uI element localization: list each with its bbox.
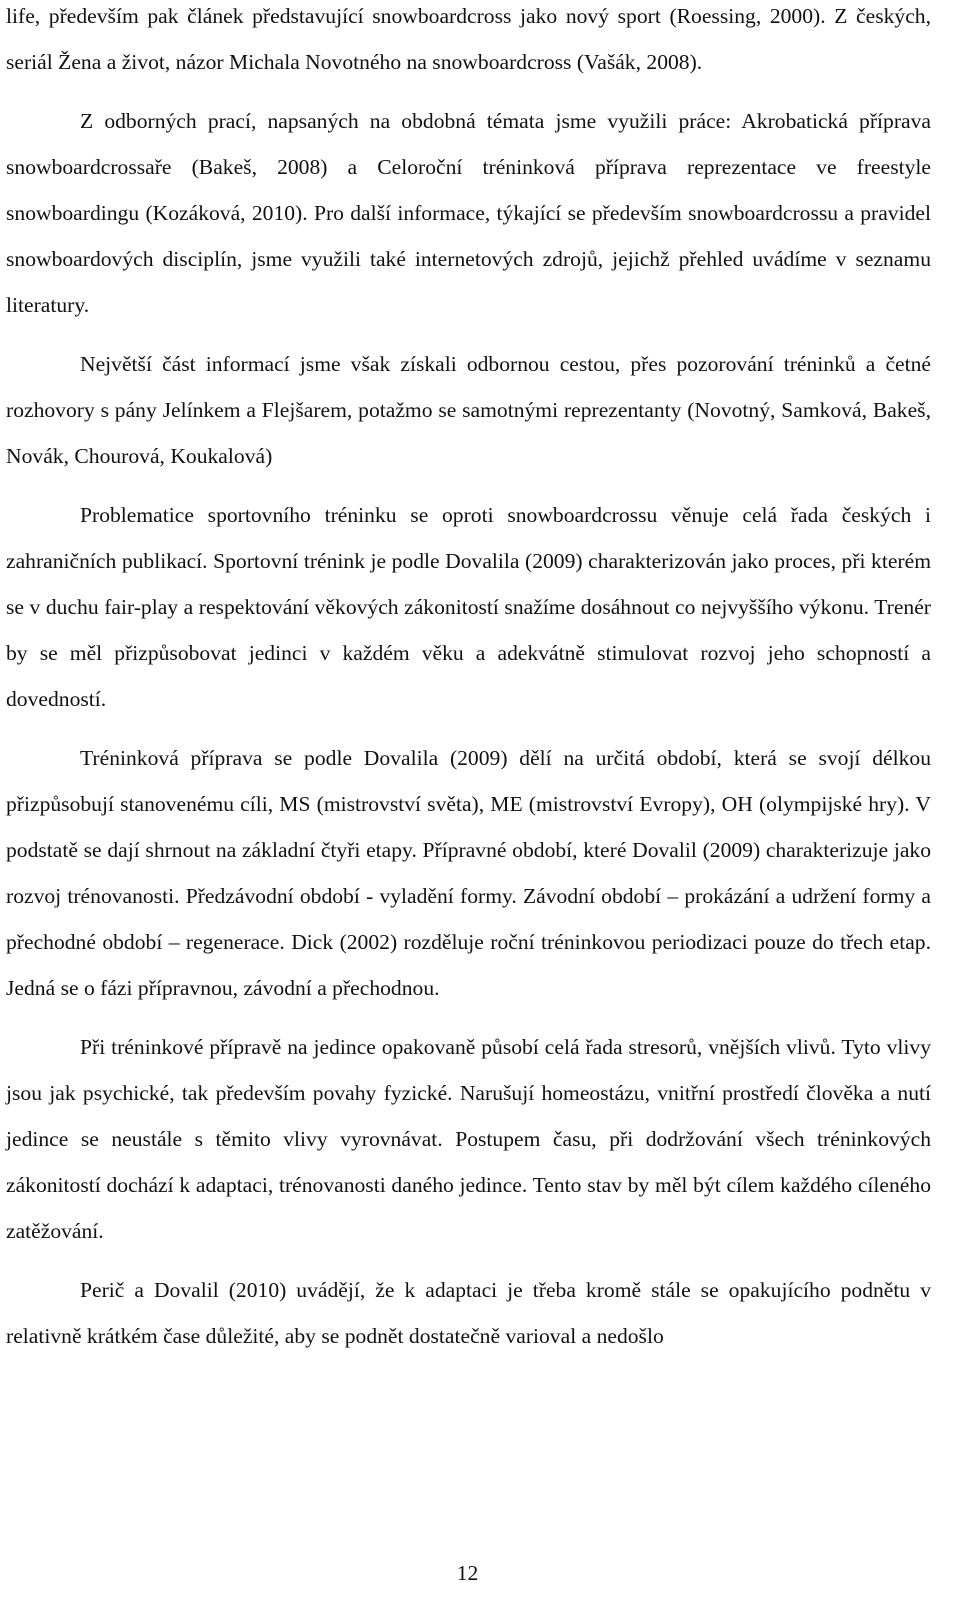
paragraph-adaptation: Perič a Dovalil (2010) uvádějí, že k adaptaci je třeba kromě stále se opakujícího podnětu v relativně krátkém čase důležité, aby se podnět dostatečně varioval a nedošlo — [6, 1278, 931, 1348]
paragraph-training-literature: Problematice sportovního tréninku se oproti snowboardcrossu věnuje celá řada českých i zahraničních publikací. Sportovní trénink je podle Dovalila (2009) charakterizován jako proces, při kterém se v duchu fair-play a respektování věkových zákonitostí snažíme dosáhnout co nejvyššího výkonu. Trenér by se měl přizpůsobovat jedinci v každém věku a adekvátně stimulovat rozvoj jeho schopností a dovedností. — [6, 503, 931, 711]
document-page — [6, 0, 931, 1372]
page-number: 12 — [456, 1561, 479, 1585]
paragraph-training-periods: Tréninková příprava se podle Dovalila (2009) dělí na určitá období, která se svojí délkou přizpůsobují stanovenému cíli, MS (mistrovství světa), ME (mistrovství Evropy), OH (olympijské hry). V podstatě se dají shrnout na základní čtyři etapy. Přípravné období, které Dovalil (2009) charakterizuje jako rozvoj trénovanosti. Předzávodní období - vyladění formy. Závodní období – prokázání a udržení formy a přechodné období – regenerace. Dick (2002) rozděluje roční tréninkovou periodizaci pouze do třech etap. Jedná se o fázi přípravnou, závodní a přechodnou. — [6, 746, 931, 1000]
paragraph-interviews: Největší část informací jsme však získali odbornou cestou, přes pozorování tréninků a četné rozhovory s pány Jelínkem a Flejšarem, potažmo se samotnými reprezentanty (Novotný, Samková, Bakeš, Novák, Chourová, Koukalová) — [6, 352, 931, 468]
paragraph-continuation: life, především pak článek představující snowboardcross jako nový sport (Roessing, 2000). Z českých, seriál Žena a život, názor Michala Novotného na snowboardcross (Vašák, 2008). — [6, 4, 931, 74]
paragraph-sources: Z odborných prací, napsaných na obdobná témata jsme využili práce: Akrobatická příprava snowboardcrossaře (Bakeš, 2008) a Celoroční tréninková příprava reprezentace ve freestyle snowboardingu (Kozáková, 2010). Pro další informace, týkající se především snowboardcrossu a pravidel snowboardových disciplín, jsme využili také internetových zdrojů, jejichž přehled uvádíme v seznamu literatury. — [6, 109, 931, 317]
paragraph-stressors: Při tréninkové přípravě na jedince opakovaně působí celá řada stresorů, vnějších vlivů. Tyto vlivy jsou jak psychické, tak především povahy fyzické. Narušují homeostázu, vnitřní prostředí člověka a nutí jedince se neustále s těmito vlivy vyrovnávat. Postupem času, při dodržování všech tréninkových zákonitostí dochází k adaptaci, trénovanosti daného jedince. Tento stav by měl být cílem každého cíleného zatěžování. — [6, 1035, 931, 1243]
